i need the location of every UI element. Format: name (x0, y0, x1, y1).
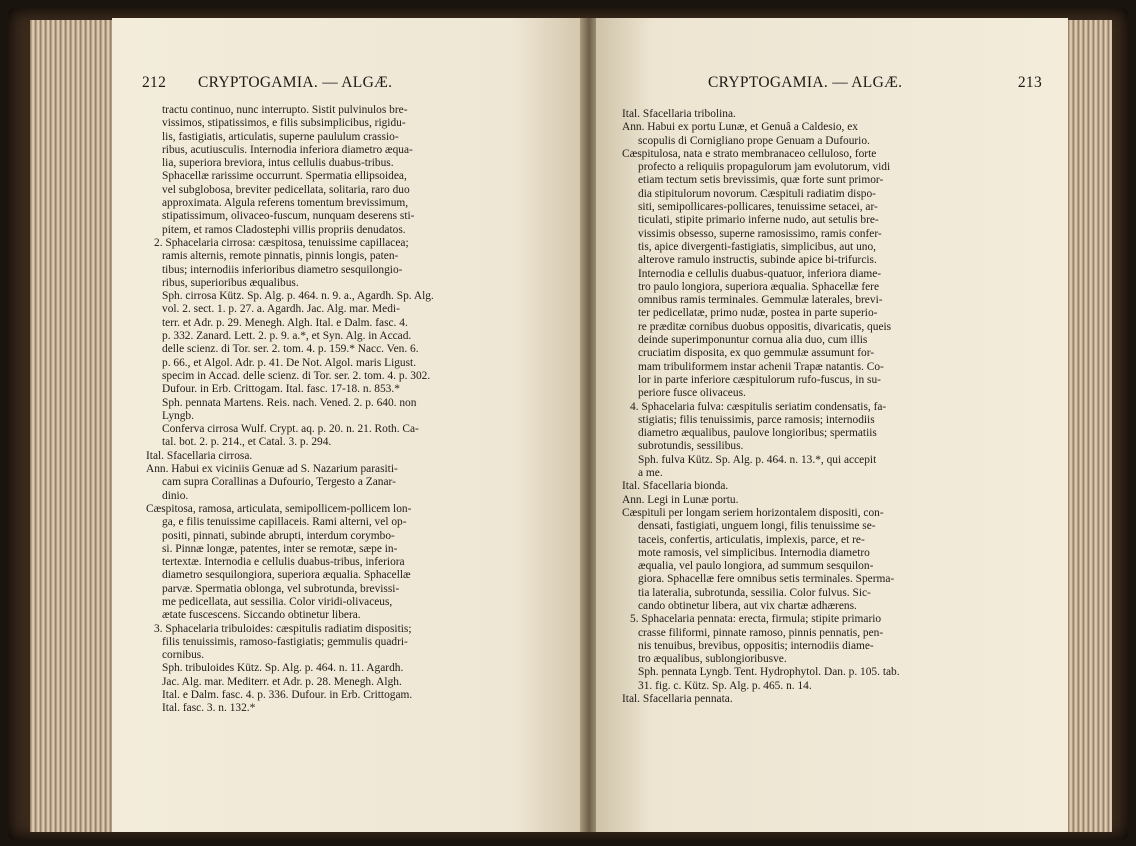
text-line: tro æqualibus, sublongioribusve. (638, 653, 787, 666)
text-line: Ital. Sfacellaria pennata. (622, 693, 733, 706)
text-line: Sphacellæ rarissime occurrunt. Spermatia ellipsoidea, (162, 170, 407, 183)
text-line: tia lateralia, subrotunda, sessilia. Color fulvus. Sic- (638, 586, 871, 599)
right-page (596, 18, 1068, 832)
text-line: 5. Sphacelaria pennata: erecta, firmula; stipite primario (630, 613, 882, 626)
left-page-edges (30, 20, 116, 832)
text-line: Ital. Sfacellaria cirrosa. (146, 449, 253, 462)
text-line: cornibus. (162, 649, 205, 662)
text-line: Ann. Legi in Lunæ portu. (622, 493, 739, 506)
text-line: diametro æqualibus, paulove longioribus; spermatiis (638, 427, 877, 440)
text-line: Sph. pennata Martens. Reis. nach. Vened. 2. p. 640. non (162, 396, 417, 409)
text-line: si. Pinnæ longæ, patentes, inter se remotæ, sæpe in- (162, 542, 398, 555)
text-line: Conferva cirrosa Wulf. Crypt. aq. p. 20. n. 21. Roth. Ca- (162, 423, 419, 436)
text-line: stigiatis; filis tenuissimis, parce ramosis; internodiis (638, 413, 875, 426)
left-running-head (142, 74, 562, 100)
text-line: diametro sesquilongiora, superiora æqualia. Sphacellæ (162, 569, 411, 582)
text-line: Sph. tribuloides Kütz. Sp. Alg. p. 464. n. 11. Agardh. (162, 662, 404, 675)
text-line: ter pedicellatæ, primo nudæ, postea in parte superio- (638, 307, 878, 320)
right-page-edges (1064, 20, 1112, 832)
text-line: re præditæ cornibus duobus oppositis, divaricatis, queis (638, 320, 892, 333)
text-line: me pedicellata, aut sessilia. Color viridi-olivaceus, (162, 595, 393, 608)
text-line: etiam tectum setis brevissimis, quæ forte sunt primor- (638, 174, 884, 187)
page-number: 213 (1017, 74, 1042, 91)
text-line: Cæspituli per longam seriem horizontalem dispositi, con- (622, 506, 884, 519)
text-line: subrotundis, sessilibus. (638, 440, 744, 453)
text-line: deinde superimponuntur cornua alia duo, cum illis (638, 334, 868, 347)
text-line: Ital. e Dalm. fasc. 4. p. 336. Dufour. in Erb. Crittogam. (162, 689, 413, 702)
text-line: Ann. Habui ex viciniis Genuæ ad S. Nazarium parasiti- (146, 463, 398, 476)
text-line: taceis, confertis, articulatis, implexis, parce, et re- (638, 533, 865, 546)
text-line: scopulis di Cornigliano prope Genuam a Dufourio. (638, 134, 870, 147)
running-head-title: CRYPTOGAMIA. — ALGÆ. (708, 74, 903, 91)
text-line: lia, superiora breviora, intus cellulis duabus-tribus. (162, 157, 394, 170)
text-line: terr. et Adr. p. 29. Menegh. Algh. Ital. e Dalm. fasc. 4. (162, 316, 408, 329)
text-line: ribus, superioribus æqualibus. (162, 276, 299, 289)
text-line: nis tenuibus, brevibus, oppositis; internodiis diame- (638, 639, 874, 652)
text-line: Jac. Alg. mar. Mediterr. et Adr. p. 28. Menegh. Algh. (162, 675, 402, 688)
text-line: vel subglobosa, breviter pedicellata, solitaria, raro duo (162, 183, 410, 196)
text-line: dinio. (162, 489, 189, 502)
text-line: crasse filiformi, pinnate ramoso, pinnis pennatis, pen- (638, 626, 884, 639)
page-number: 212 (142, 74, 167, 91)
text-line: tro paulo longiora, superiora æqualia. Sphacellæ fere (638, 280, 880, 293)
text-line: lor in parte inferiore cæspitulorum rufo-fuscus, in su- (638, 373, 881, 386)
text-line: lis, fastigiatis, articulatis, superne paululum crassio- (162, 130, 399, 143)
text-line: giora. Sphacellæ fere omnibus setis terminales. Sperma- (638, 573, 895, 586)
text-line: p. 332. Zanard. Lett. 2. p. 9. a.*, et Syn. Alg. in Accad. (162, 330, 412, 343)
text-line: ticulati, stipite primario inferne nudo, aut setulis bre- (638, 214, 879, 227)
text-line: ga, e filis tenuissime capillaceis. Rami alterni, vel op- (162, 516, 407, 529)
text-line: Ital. Sfacellaria bionda. (622, 480, 729, 493)
text-line: Ann. Habui ex portu Lunæ, et Genuâ a Caldesio, ex (622, 121, 858, 134)
text-line: tis, apice divergenti-fastigiatis, simplicibus, aut uno, (638, 240, 877, 253)
text-line: alterove ramulo instructis, subinde apice bi-trifurcis. (638, 254, 877, 267)
text-line: cando obtinetur libera, aut vix chartæ adhærens. (638, 599, 857, 612)
text-line: siti, semipollicares-pollicares, tenuissime setacei, ar- (638, 201, 878, 214)
text-line: ætate fuscescens. Siccando obtinetur libera. (162, 609, 361, 622)
text-line: a me. (638, 467, 663, 480)
text-line: omnibus ramis terminales. Gemmulæ laterales, brevi- (638, 294, 883, 307)
text-line: 31. fig. c. Kütz. Sp. Alg. p. 465. n. 14. (638, 679, 812, 692)
text-line: delle scienz. di Tor. ser. 2. tom. 4. p. 159.* Nacc. Ven. 6. (162, 343, 419, 356)
running-head-title: CRYPTOGAMIA. — ALGÆ. (198, 74, 393, 91)
text-line: specim in Accad. delle scienz. di Tor. ser. 2. tom. 4. p. 302. (162, 369, 431, 382)
text-line: periore fusce olivaceus. (638, 387, 746, 400)
text-line: Dufour. in Erb. Crittogam. Ital. fasc. 17-18. n. 853.* (162, 383, 400, 396)
text-line: tal. bot. 2. p. 214., et Catal. 3. p. 294. (162, 436, 332, 449)
right-text-block (622, 108, 1034, 706)
text-line: Ital. Sfacellaria tribolina. (622, 108, 736, 120)
text-line: Sph. cirrosa Kütz. Sp. Alg. p. 464. n. 9. a., Agardh. Sp. Alg. (162, 290, 434, 303)
text-line: stipatissimum, olivaceo-fuscum, nunquam deserens sti- (162, 210, 415, 223)
text-line: cam supra Corallinas a Dufourio, Tergesto a Zanar- (162, 476, 396, 489)
text-line: Cæspitulosa, nata e strato membranaceo celluloso, forte (622, 147, 877, 160)
text-line: parvæ. Spermatia oblonga, vel subrotunda, brevissi- (162, 582, 400, 595)
text-line: Sph. fulva Kütz. Sp. Alg. p. 464. n. 13.*, qui accepit (638, 453, 877, 466)
text-line: æqualia, vel paulo longiora, ad summum sesquilon- (638, 560, 874, 573)
text-line: Internodia e cellulis duabus-quatuor, inferiora diame- (638, 267, 882, 280)
text-line: Lyngb. (162, 409, 194, 422)
text-line: vissimis obsesso, superne ramosissimo, ramis confer- (638, 227, 882, 240)
text-line: approximata. Algula referens tomentum brevissimum, (162, 197, 409, 210)
left-page (112, 18, 582, 832)
text-line: ramis alternis, remote pinnatis, pinnis longis, paten- (162, 250, 399, 263)
text-line: ribus, acutiusculis. Internodia inferiora diametro æqua- (162, 143, 413, 156)
text-line: vol. 2. sect. 1. p. 27. a. Agardh. Jac. Alg. mar. Medi- (162, 303, 400, 316)
text-line: vissimos, stipatissimos, e filis subsimplicibus, rigidu- (162, 117, 406, 130)
text-line: 2. Sphacelaria cirrosa: cæspitosa, tenuissime capillacea; (154, 236, 409, 249)
text-line: 3. Sphacelaria tribuloides: cæspitulis radiatim dispositis; (154, 622, 412, 635)
text-line: pitem, et ramos Cladostephi villis propriis denudatos. (162, 223, 406, 236)
text-line: Ital. fasc. 3. n. 132.* (162, 702, 256, 715)
text-line: tractu continuo, nunc interrupto. Sistit pulvinulos bre- (162, 104, 408, 116)
right-running-head (624, 74, 1042, 100)
text-line: dia stipitulorum novorum. Cæspituli radiatim dispo- (638, 187, 876, 200)
text-line: mam tribuliformem instar achenii Trapæ natantis. Co- (638, 360, 884, 373)
text-line: densati, fastigiati, unguem longi, filis tenuissime se- (638, 520, 876, 533)
text-line: 4. Sphacelaria fulva: cæspitulis seriatim condensatis, fa- (630, 400, 887, 413)
text-line: Cæspitosa, ramosa, articulata, semipollicem-pollicem lon- (146, 502, 412, 515)
text-line: cruciatim disposita, ex quo gemmulæ assumunt for- (638, 347, 875, 360)
left-text-block (146, 104, 556, 716)
text-line: tibus; internodiis inferioribus diametro sesquilongio- (162, 263, 403, 276)
text-line: tertextæ. Internodia e cellulis duabus-tribus, inferiora (162, 556, 405, 569)
text-line: filis tenuissimis, ramoso-fastigiatis; gemmulis quadri- (162, 635, 408, 648)
text-line: profecto a reliquiis propagulorum jam evolutorum, vidi (638, 161, 891, 174)
text-line: Sph. pennata Lyngb. Tent. Hydrophytol. Dan. p. 105. tab. (638, 666, 900, 679)
text-line: p. 66., et Algol. Adr. p. 41. De Not. Algol. maris Ligust. (162, 356, 417, 369)
text-line: mote ramosis, vel simplicibus. Internodia diametro (638, 546, 870, 559)
text-line: positi, pinnati, subinde abrupti, interdum corymbo- (162, 529, 395, 542)
